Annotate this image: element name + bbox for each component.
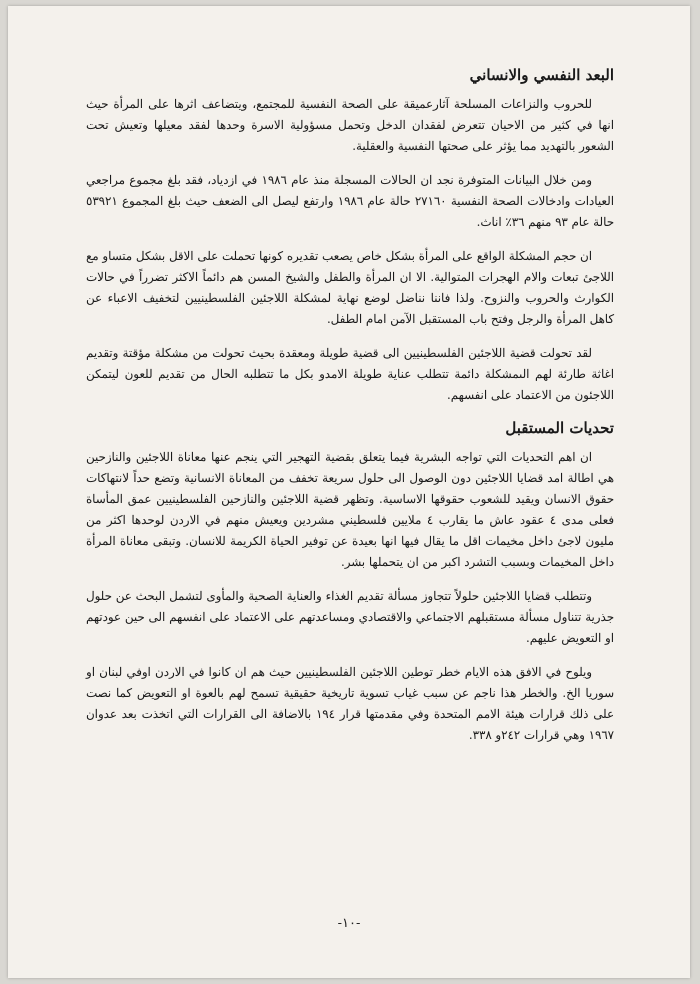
paragraph: ان اهم التحديات التي تواجه البشرية فيما يتعلق بقضية التهجير التي ينجم عنها معاناة اللاجئين والنازحين هي اطالة امد قضايا اللاجئين دون الوصول الى حلول سريعة تخفف من المعاناة الانسانية وتضع حداً لانتهاكات حقوق الانسان ويقيد للشعوب حقوقها الاساسية. وتظهر قضية اللاجئين والنازحين الفلسطينيين عمق المأساة فعلى مدى ٤ عقود عاش ما يقارب ٤ ملايين فلسطيني مشردين ويعيش منهم في الاردن لوحدها اكثر من مليون لاجئ داخل مخيمات اقل ما يقال فيها انها بعيدة عن توفير الحياة الكريمة للانسان. وتبقى معاناة المرأة داخل المخيمات وبسبب التشرد اكبر من ان يتحملها بشر. [86,450,614,569]
paragraph: وتتطلب قضايا اللاجئين حلولاً تتجاوز مسألة تقديم الغذاء والعناية الصحية والمأوى لتشمل البحث عن حلول جذرية تتناول مسألة مستقبلهم الاجتماعي والاقتصادي ومساعدتهم على الاعتماد على انفسهم الى حين عودتهم او التعويض عليهم. [86,589,614,645]
paragraph: للحروب والنزاعات المسلحة آثارعميقة على الصحة النفسية للمجتمع، ويتضاعف اثرها على المرأة حيث انها في كثير من الاحيان تتعرض لفقدان الدخل وتحمل مسؤولية الاسرة وحدها لفقد معيلها وتعيش تحت الشعور بالتهديد مما يؤثر على صحتها النفسية والعقلية. [86,97,614,153]
section-title-future-challenges: تحديات المستقبل [505,419,614,437]
page-number: -١٠- [337,916,361,931]
paragraph: ومن خلال البيانات المتوفرة نجد ان الحالات المسجلة منذ عام ١٩٨٦ في ازدياد، فقد بلغ مجموع مراجعي العيادات وادخالات الصحة النفسية ٢٧١٦٠ حالة عام ١٩٨٦ وارتفع ليصل الى الضعف حيث بلغ المجموع ٥٣٩٢١ حالة عام ٩٣ منهم ٣٦٪ اناث. [86,173,614,229]
paragraph: لقد تحولت قضية اللاجئين الفلسطينيين الى قضية طويلة ومعقدة بحيث تحولت من مشكلة مؤقتة وتقديم اغاثة طارئة لهم الىمشكلة دائمة تتطلب عناية طويلة الامدو بكل ما تتطلبه الحال من تقديم للعون ليتمكن اللاجئون من الاعتماد على انفسهم. [86,346,614,402]
page-content [86,66,614,759]
document-page [8,6,690,978]
paragraph: ان حجم المشكلة الواقع على المرأة بشكل خاص يصعب تقديره كونها تحملت على الاقل بشكل متساو مع اللاجئ تبعات والام الهجرات المتوالية. الا ان المرأة والطفل والشيخ المسن هم دائماً الاكثر تضرراً في حالات الكوارث والحروب والنزوح. ولذا فاننا نناضل لوضع نهاية لمشكلة اللاجئين الفلسطينيين لتخفيف الاعباء عن كاهل المرأة والرجل وفتح باب المستقبل الآمن امام الطفل. [86,249,614,326]
paragraph: ويلوح في الافق هذه الايام خطر توطين اللاجئين الفلسطينيين حيث هم ان كانوا في الاردن اوفي لبنان او سوريا الخ. والخطر هذا ناجم عن سبب غياب تسوية تاريخية حقيقية تسمح لهم بالعوة او التعويض كما نصت على ذلك قرارات هيئة الامم المتحدة وفي مقدمتها قرار ١٩٤ بالاضافة الى القرارات التي اتخذت بعد عدوان ١٩٦٧ وهي قرارات ٢٤٢و ٣٣٨. [86,665,614,742]
section-title-psychological: البعد النفسي والانساني [469,66,614,84]
